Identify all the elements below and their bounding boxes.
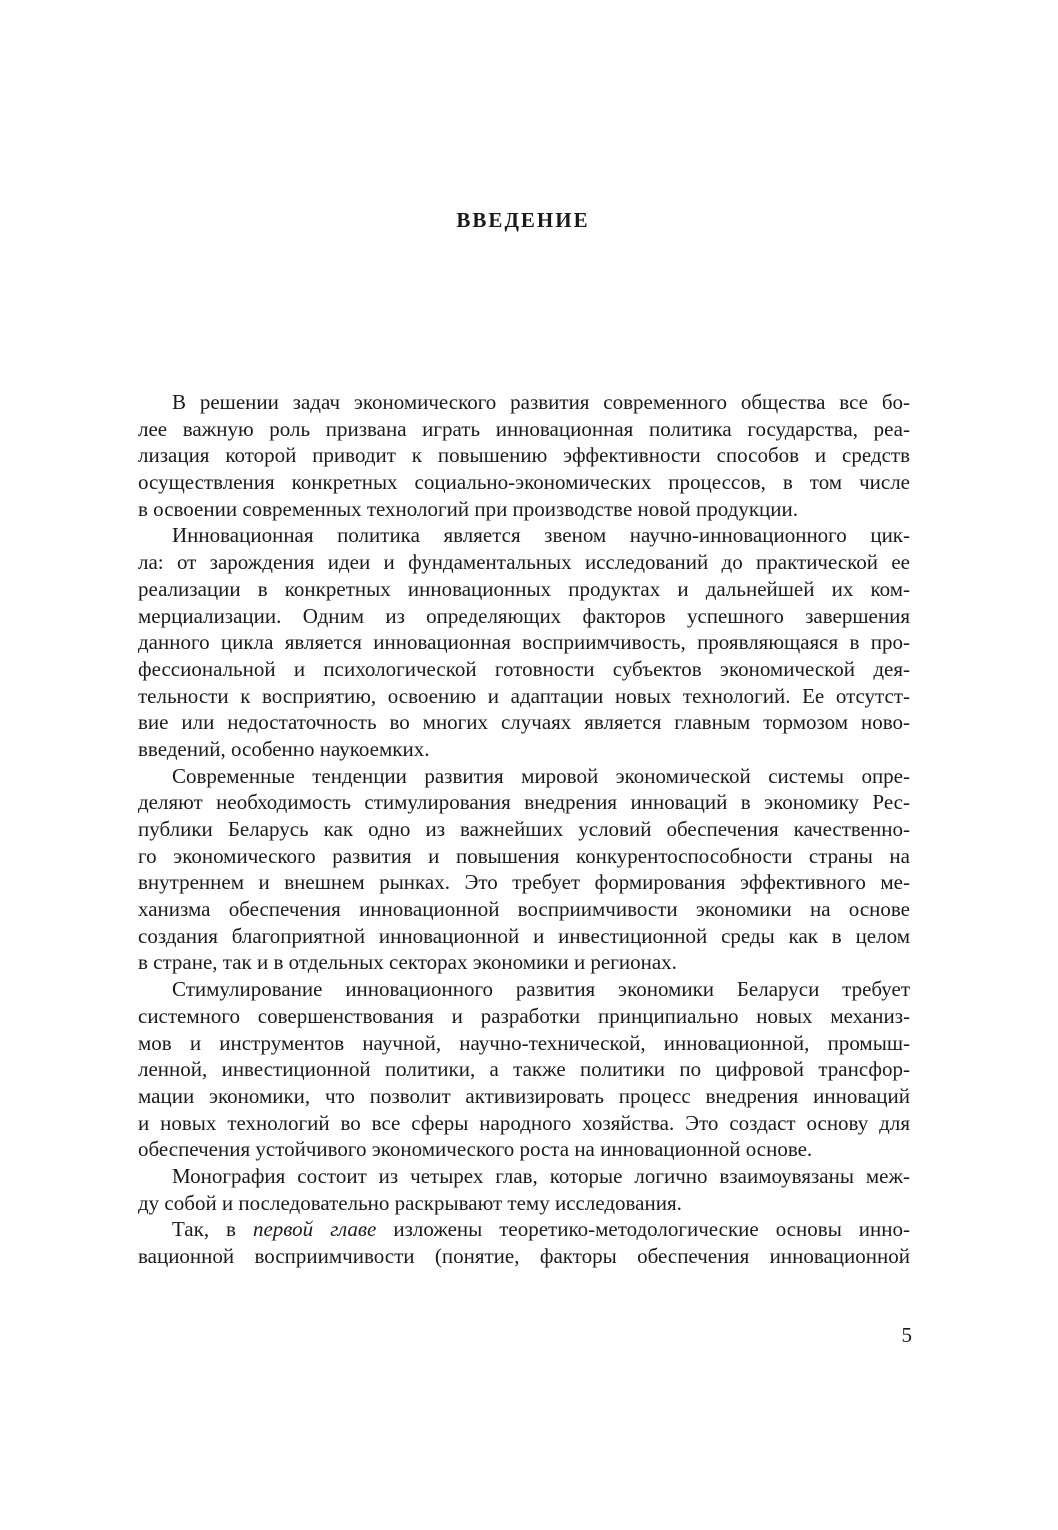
emphasis-text: первой главе <box>252 1217 377 1242</box>
text-line: лизация которой приводит к повышению эффективности способов и средств <box>138 443 910 468</box>
text-line: данного цикла является инновационная восприимчивость, проявляющаяся в про- <box>138 630 910 655</box>
text-line: мации экономики, что позволит активизировать процесс внедрения инноваций <box>138 1083 910 1108</box>
text-line: Современные тенденции развития мировой экономической системы опре- <box>172 763 910 788</box>
text-line: публики Беларусь как одно из важнейших условий обеспечения качественно- <box>138 817 910 841</box>
text-line: и новых технологий во все сферы народного хозяйства. Это создаст основу для <box>138 1110 910 1135</box>
paragraph <box>138 389 910 522</box>
text-line: деляют необходимость стимулирования внедрения инноваций в экономику Рес- <box>138 790 910 815</box>
text-line: создания благоприятной инновационной и инвестиционной среды как в целом <box>138 923 910 948</box>
text-line: тельности к восприятию, освоению и адаптации новых технологий. Ее отсутст- <box>138 683 910 708</box>
page-title: ВВЕДЕНИЕ <box>456 208 590 232</box>
page-number: 5 <box>901 1323 912 1347</box>
text-line: Монография состоит из четырех глав, которые логично взаимоувязаны меж- <box>172 1163 910 1188</box>
text-line: Стимулирование инновационного развития экономики Беларуси требует <box>172 977 910 1002</box>
text-line: мов и инструментов научной, научно-технической, инновационной, промыш- <box>138 1030 910 1055</box>
text-line: реализации в конкретных инновационных продуктах и дальнейшей их ком- <box>138 576 910 601</box>
text-line <box>138 1216 910 1243</box>
text-line: введений, особенно наукоемких. <box>138 736 430 761</box>
text-line: ла: от зарождения идеи и фундаментальных исследований до практической ее <box>138 550 910 575</box>
paragraph <box>138 1216 910 1269</box>
text-line: системного совершенствования и разработки принципиально новых механиз- <box>138 1003 910 1028</box>
text-line: го экономического развития и повышения конкурентоспособности страны на <box>138 843 910 868</box>
text-line: вие или недостаточность во многих случаях является главным тормозом ново- <box>138 710 910 735</box>
text-line: лее важную роль призвана играть инновационная политика государства, реа- <box>138 416 910 441</box>
text-line: обеспечения устойчивого экономического роста на инновационной основе. <box>138 1137 813 1162</box>
text-line: В решении задач экономического развития современного общества все бо- <box>172 390 910 414</box>
text-fragment: изложены теоретико-методологические основы инно- <box>376 1217 910 1242</box>
text-line: в стране, так и в отдельных секторах экономики и регионах. <box>138 950 677 975</box>
text-line: Инновационная политика является звеном научно-инновационного цик- <box>172 523 910 548</box>
text-line: ду собой и последовательно раскрывают тему исследования. <box>138 1190 682 1215</box>
text-line: вационной восприимчивости (понятие, факторы обеспечения инновационной <box>138 1244 910 1268</box>
text-line: осуществления конкретных социально-экономических процессов, в том числе <box>138 470 910 495</box>
text-fragment: Так, в <box>172 1217 253 1242</box>
text-line: фессиональной и психологической готовности субъектов экономической дея- <box>138 656 910 681</box>
text-line: ханизма обеспечения инновационной восприимчивости экономики на основе <box>138 897 910 922</box>
body-text <box>138 389 910 1270</box>
text-line: ленной, инвестиционной политики, а также политики по цифровой трансфор- <box>138 1057 910 1082</box>
paragraph <box>138 522 910 762</box>
paragraph <box>138 976 910 1163</box>
paragraph <box>138 1163 910 1216</box>
text-line: в освоении современных технологий при производстве новой продукции. <box>138 496 799 521</box>
text-line: внутреннем и внешнем рынках. Это требует формирования эффективного ме- <box>138 870 910 895</box>
paragraph <box>138 763 910 977</box>
text-line: мерциализации. Одним из определяющих факторов успешного завершения <box>138 603 910 628</box>
